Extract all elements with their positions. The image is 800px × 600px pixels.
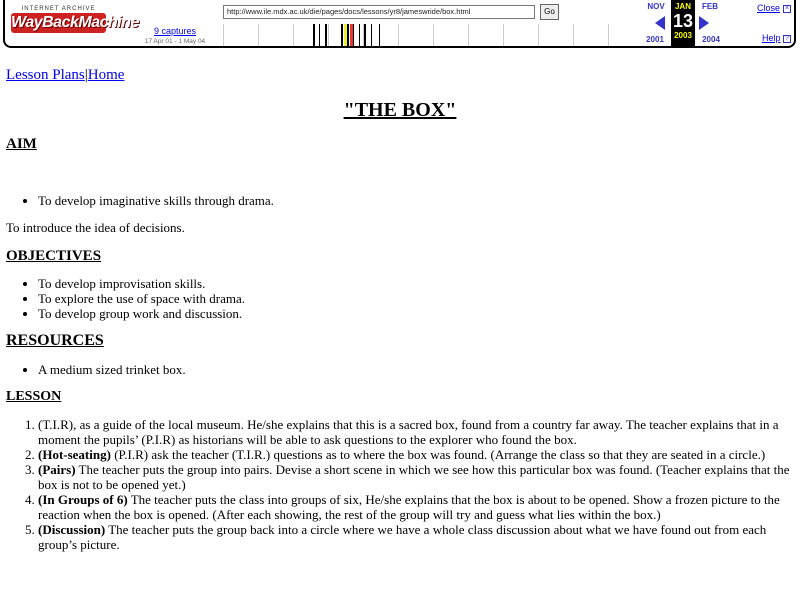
timeline-tick bbox=[608, 24, 609, 46]
lesson-heading: LESSON bbox=[6, 389, 62, 404]
go-button[interactable]: Go bbox=[540, 4, 559, 20]
list-item bbox=[38, 492, 790, 522]
timeline-year-bar bbox=[344, 24, 347, 46]
timeline-capture-bar[interactable] bbox=[313, 24, 315, 46]
lesson-plans-link[interactable]: Lesson Plans bbox=[6, 67, 85, 83]
timeline-tick bbox=[398, 24, 399, 46]
resources-heading: RESOURCES bbox=[6, 332, 104, 349]
timeline-tick bbox=[328, 24, 329, 46]
objectives-list bbox=[38, 276, 788, 321]
timeline-capture-bar[interactable] bbox=[341, 24, 343, 46]
list-item bbox=[38, 522, 790, 552]
page-title: "THE BOX" bbox=[343, 99, 457, 121]
list-item: • To develop group work and discussion. bbox=[38, 306, 788, 321]
timeline-tick bbox=[433, 24, 434, 46]
next-capture-arrow-icon[interactable] bbox=[699, 16, 709, 30]
aim-heading: AIM bbox=[6, 136, 37, 152]
timeline-capture-bar[interactable] bbox=[319, 24, 320, 46]
list-item bbox=[38, 447, 790, 462]
next-month-label[interactable]: FEB bbox=[702, 2, 718, 11]
current-year-label: 2003 bbox=[674, 31, 692, 40]
next-year-label[interactable]: 2004 bbox=[702, 35, 720, 44]
prev-year-label[interactable]: 2001 bbox=[646, 35, 664, 44]
list-item: • A medium sized trinket box. bbox=[38, 362, 788, 377]
step-text: (T.I.R), as a guide of the local museum. He/she explains that this is a sacred box, found from a country far away. The teacher explains that in a moment the pupils’ (P.I.R) as historians will be able to ask questions to the explorer who found the box. bbox=[38, 417, 779, 447]
objectives-heading: OBJECTIVES bbox=[6, 248, 102, 264]
home-link[interactable]: Home bbox=[87, 67, 125, 83]
close-link[interactable]: Close bbox=[757, 3, 781, 13]
list-item: • To explore the use of space with drama. bbox=[38, 291, 788, 306]
capture-timeline[interactable] bbox=[223, 24, 638, 46]
timeline-tick bbox=[573, 24, 574, 46]
list-item: • To develop imaginative skills through drama. bbox=[38, 193, 788, 208]
aim-list bbox=[38, 193, 788, 208]
timeline-capture-bar[interactable] bbox=[325, 24, 327, 46]
list-item bbox=[38, 462, 790, 492]
list-item: • To develop improvisation skills. bbox=[38, 276, 788, 291]
step-label: (In Groups of 6) bbox=[38, 492, 128, 507]
list-item bbox=[38, 417, 790, 447]
aim-note: To introduce the idea of decisions. bbox=[6, 220, 185, 235]
captures-link[interactable]: 9 captures bbox=[153, 26, 197, 36]
step-text: (P.I.R) ask the teacher (T.I.R.) questions as to where the box was found. (Arrange the class so that they are seated in a circle.) bbox=[110, 447, 766, 462]
step-text: The teacher puts the group into pairs. Devise a short scene in which we see how this particular box was found. (Teacher explains that the box is not to be opened yet.) bbox=[38, 462, 790, 492]
step-label: (Discussion) bbox=[38, 522, 106, 537]
captures-info bbox=[140, 26, 210, 45]
timeline-capture-bar[interactable] bbox=[347, 24, 349, 46]
wayback-logo[interactable] bbox=[11, 6, 139, 40]
step-text: The teacher puts the group back into a circle where we have a whole class discussion about what we have found out from each group’s picture. bbox=[38, 522, 767, 552]
timeline-tick bbox=[293, 24, 294, 46]
timeline-tick bbox=[538, 24, 539, 46]
wayback-toolbar bbox=[3, 0, 796, 48]
lesson-steps-list bbox=[38, 417, 790, 552]
prev-month-label[interactable]: NOV bbox=[647, 2, 665, 11]
close-icon[interactable]: × bbox=[784, 5, 790, 12]
prev-capture-arrow-icon[interactable] bbox=[655, 16, 665, 30]
wayback-logo-big: WayBackMachine bbox=[11, 14, 139, 31]
timeline-capture-bar[interactable] bbox=[364, 24, 366, 46]
current-month-label: JAN bbox=[674, 2, 691, 11]
current-day-label: 13 bbox=[672, 11, 694, 31]
timeline-capture-bar[interactable] bbox=[371, 24, 372, 46]
breadcrumb bbox=[6, 67, 124, 84]
step-text: The teacher puts the class into groups of six, He/she explains that the box is about to be opened. Show a frozen picture to the reaction when the box is opened. (After each showing, the rest of the group will try and guess what lies within the box.) bbox=[38, 492, 780, 522]
timeline-capture-bar[interactable] bbox=[353, 24, 354, 46]
help-icon[interactable]: ? bbox=[783, 35, 791, 43]
timeline-capture-bar[interactable] bbox=[379, 24, 380, 46]
timeline-tick bbox=[503, 24, 504, 46]
wayback-logo-small: INTERNET ARCHIVE bbox=[21, 6, 96, 12]
captures-range: 17 Apr 01 - 1 May 04 bbox=[144, 38, 206, 45]
current-capture-date bbox=[671, 0, 695, 46]
resources-list bbox=[38, 362, 788, 377]
step-label: (Pairs) bbox=[38, 462, 76, 477]
timeline-tick bbox=[468, 24, 469, 46]
timeline-capture-bar[interactable] bbox=[359, 24, 360, 46]
help-link[interactable]: Help bbox=[762, 33, 781, 43]
timeline-tick bbox=[258, 24, 259, 46]
step-label: (Hot-seating) bbox=[38, 447, 111, 462]
timeline-tick bbox=[223, 24, 224, 46]
url-input[interactable]: http://www.ile.mdx.ac.uk/die/pages/docs/lessons/yr8/jameswride/box.html bbox=[223, 5, 535, 19]
nav-separator: | bbox=[84, 67, 88, 83]
timeline-current-bar bbox=[350, 24, 353, 46]
